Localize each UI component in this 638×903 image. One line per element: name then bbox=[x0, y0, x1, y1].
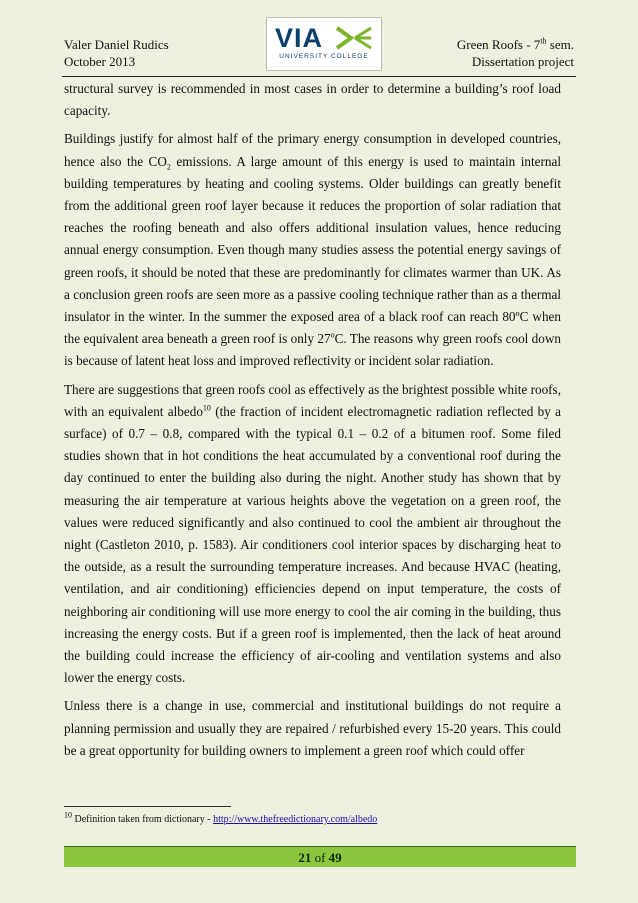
page-footer bbox=[64, 846, 576, 867]
page-number: 21 of 49 bbox=[298, 850, 342, 865]
footnote-divider bbox=[64, 806, 231, 807]
footnote-number: 10 bbox=[64, 810, 72, 820]
via-university-logo bbox=[266, 17, 382, 71]
paragraph-2: Buildings justify for almost half of the primary energy consumption in developed countries, hence also the $CO_2$ emissions. A large amount of this energy is used to maintain internal building temperatures by heating and cooling systems. Older buildings can greatly benefit from the additional green roof layer because it reduces the proportion of solar radiation that reaches the roofing beneath and also offers additional insulation values, hence reducing annual energy consumption. Even though many studies assess the potential energy savings of green roofs, it should be noted that these are predominantly for climates warmer than UK. As a conclusion green roofs are seen more as a passive cooling technique rather than as a thermal insulator in the winter. In the summer the exposed area of a black roof can reach 80ºC when the equivalent area beneath a green roof is only 27$^o$C. The reasons why green roofs cool down is because of latent heat loss and improved reflectivity or incident solar radiation. bbox=[64, 131, 561, 369]
paragraph-4: Unless there is a change in use, commercial and institutional buildings do not require a planning permission and usually they are repaired / refurbished every 15-20 years. This could be a great opportunity for building owners to implement a green roof which could offer bbox=[64, 698, 561, 758]
paragraph-1: structural survey is recommended in most cases in order to determine a building’s roof load capacity. bbox=[64, 81, 561, 119]
header-divider bbox=[62, 76, 576, 77]
page-body bbox=[64, 78, 561, 768]
footnote-link[interactable]: http://www.thefreedictionary.com/albedo bbox=[213, 814, 378, 825]
footnote-ref: 10 bbox=[202, 403, 211, 413]
logo-wordmark: VIA bbox=[275, 23, 324, 53]
logo-arrow-icon bbox=[335, 24, 373, 52]
footnote bbox=[64, 810, 378, 826]
document-date: October 2013 bbox=[64, 54, 136, 69]
document-title: Green Roofs - 7th sem. bbox=[456, 36, 574, 52]
header-left bbox=[64, 36, 169, 70]
logo-subtitle: UNIVERSITY COLLEGE bbox=[279, 53, 369, 60]
paragraph-3: There are suggestions that green roofs cool as effectively as the brightest possible white roofs, with an equivalent albedo$^{10}$ (the fraction of incident electromagnetic radiation reflected by a surface) of 0.7 – 0.8, compared with the typical 0.1 – 0.2 of a bitumen roof. Some filed studies shown that in hot conditions the heat accumulated by a conventional roof during the day continued to enter the building also during the night. Another study has shown that by measuring the air temperature at various heights above the vegetation on a green roof, the values were reduced significantly and also continued to cool the ambient air throughout the night (Castleton 2010, p. 1583). Air conditioners cool interior spaces by discharging heat to the outside, as a result the surrounding temperature increases. And because HVAC (heating, ventilation, and air conditioning) efficiencies depend on input temperature, the costs of neighboring air conditioning will use more energy to cool the air coming in the building, thus increasing the energy costs. But if a green roof is implemented, then the lack of heat around the building could increase the efficiency of air-cooling and ventilation systems and also lower the energy costs. bbox=[64, 381, 561, 686]
header-right bbox=[457, 36, 574, 70]
author-name: Valer Daniel Rudics bbox=[64, 37, 169, 52]
document-type: Dissertation project bbox=[471, 54, 574, 69]
footnote-text: Definition taken from dictionary - bbox=[72, 814, 214, 825]
page-header bbox=[0, 0, 638, 82]
